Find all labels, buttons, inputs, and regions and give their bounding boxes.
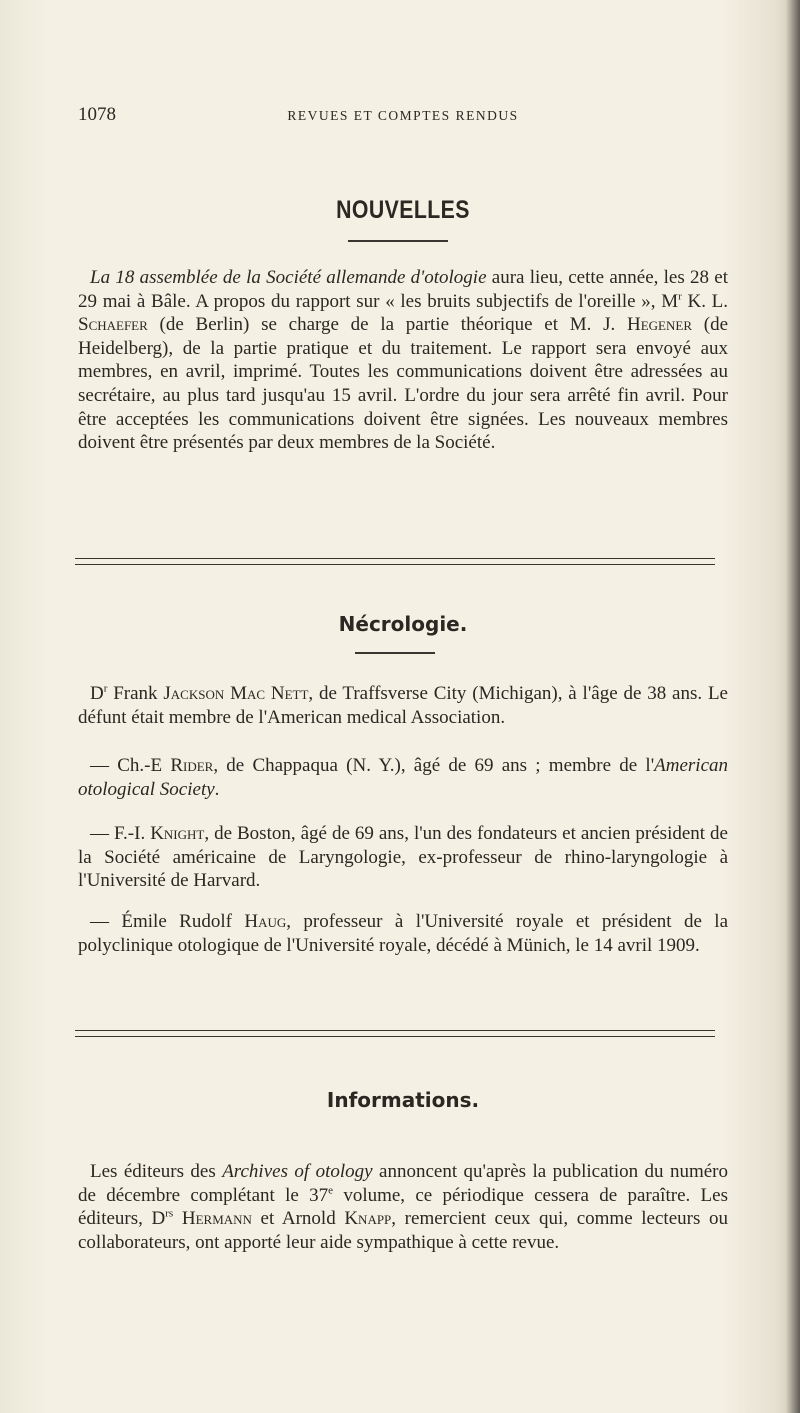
paragraph-nouvelles [78, 266, 728, 455]
italic-text: American otological Society [78, 755, 729, 800]
person-name: Haug [244, 911, 287, 932]
text-run: (de Berlin) se charge de la partie théorique et M. J. [147, 314, 627, 336]
superscript: e [328, 1184, 334, 1197]
page-header [78, 104, 728, 134]
text-run: K. L. [681, 290, 729, 312]
paragraph-informations [78, 1160, 728, 1254]
section-title-nouvelles: NOUVELLES [336, 196, 470, 224]
text-run: et Arnold [251, 1208, 345, 1230]
person-name: Rider [170, 755, 214, 776]
section-divider [75, 558, 715, 565]
text-run: Les éditeurs des [90, 1161, 223, 1182]
text-run: (de Heidelberg), de la partie pratique et du traitement. Le rapport sera envoyé aux membres, en avril, imprimé. Toutes les communications doivent être adressées au secrétaire, au plus tard jusqu'au 15 avril. L'ordre du jour sera arrêté fin avril. Pour être acceptées les communications doivent être signées. Les nouveaux membres doivent être présentés par deux membres de la Société. [78, 314, 728, 454]
text-run: , de Traffsverse City (Michigan), à l'âge de 38 ans. Le défunt était membre de l'American medical Association. [78, 683, 728, 728]
title-rule [348, 240, 448, 242]
text-run: aura lieu, cette année, les 28 et 29 mai à Bâle. A propos du rapport sur « les bruits subjectifs de l'oreille », M [78, 267, 728, 312]
title-rule [355, 652, 435, 654]
text-run: — Ch.-E [90, 755, 171, 776]
text-run: . [214, 778, 220, 800]
person-name: Knapp [344, 1208, 392, 1230]
obituary-entry [78, 910, 728, 957]
text-run: volume, ce périodique cessera de paraître. Les éditeurs, D [78, 1184, 728, 1230]
text-run: — F.-I. [90, 823, 151, 844]
superscript: rs [165, 1207, 174, 1220]
text-run: annoncent qu'après la publication du numéro de décembre complétant le 37 [78, 1161, 729, 1206]
author-name: Schaefer [78, 314, 148, 336]
text-run: , de Boston, âgé de 69 ans, l'un des fondateurs et ancien président de la Société américaine de Laryngologie, ex-professeur de rhino-laryngologie à l'Université de Harvard. [78, 823, 728, 892]
text-run: , professeur à l'Université royale et président de la polyclinique otologique de l'Université royale, décédé à Münich, le 14 avril 1909. [78, 911, 729, 956]
text-run: D [90, 683, 104, 704]
person-name: Jackson Mac Nett [163, 683, 309, 704]
page-number: 1078 [78, 104, 116, 125]
italic-text: Archives of otology [222, 1161, 373, 1182]
obituary-entry [78, 822, 728, 893]
author-name: Hegener [627, 314, 692, 336]
section-divider [75, 1030, 715, 1037]
obituary-entry [78, 754, 728, 801]
person-name: Knight [150, 823, 205, 844]
text-run: , de Chappaqua (N. Y.), âgé de 69 ans ; membre de l' [213, 755, 655, 776]
text-run [173, 1208, 182, 1229]
obituary-entry [78, 682, 728, 729]
section-title-necrologie: Nécrologie. [338, 612, 468, 636]
section-title-informations: Informations. [326, 1088, 480, 1112]
superscript: r [103, 682, 108, 695]
person-name: Hermann [181, 1208, 252, 1230]
superscript: r [678, 290, 682, 303]
text-run: Frank [107, 683, 164, 704]
text-run: — Émile Rudolf [90, 911, 245, 932]
page-edge [786, 0, 800, 1413]
italic-text: La 18 assemblée de la Société allemande d'otologie [90, 267, 487, 288]
text-run: , remercient ceux qui, comme lecteurs ou collaborateurs, ont apporté leur aide sympathique à cette revue. [78, 1208, 728, 1253]
running-head: REVUES ET COMPTES RENDUS [287, 108, 519, 123]
